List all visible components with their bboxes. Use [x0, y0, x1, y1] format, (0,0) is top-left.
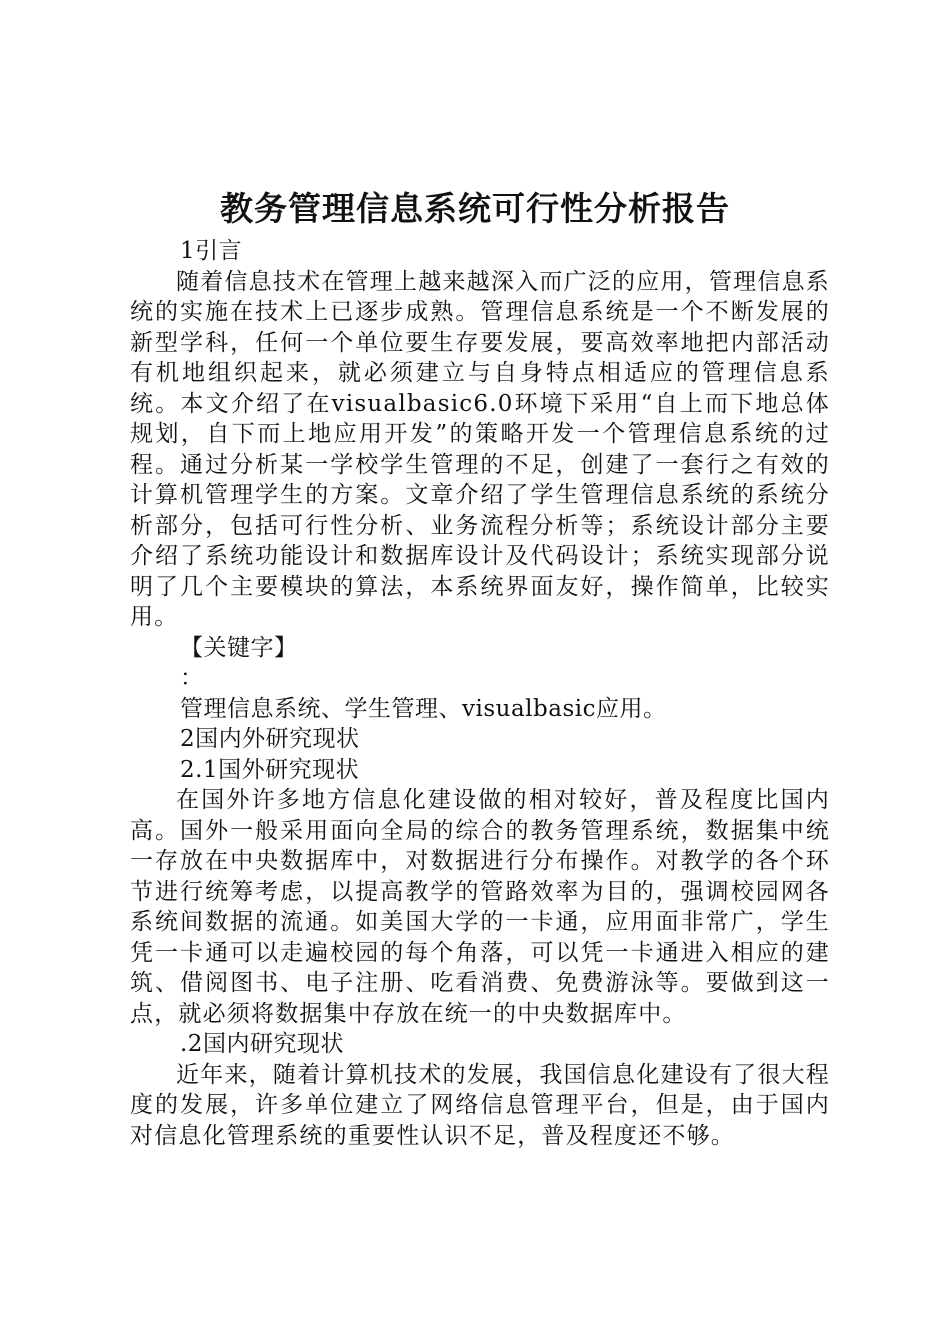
keywords-list: 管理信息系统、学生管理、visualbasic应用。	[180, 695, 667, 722]
foreign-status-paragraph: 在国外许多地方信息化建设做的相对较好，普及程度比国内高。国外一般采用面向全局的综合的教务管理系统，数据集中统一存放在中央数据库中，对数据进行分布操作。对教学的各个环节进行统筹考虑，以提高教学的管路效率为目的，强调校园网各系统间数据的流通。如美国大学的一卡通，应用面非常广，学生凭一卡通可以走遍校园的每个角落，可以凭一卡通进入相应的建筑、借阅图书、电子注册、吃看消费、免费游泳等。要做到这一点，就必须将数据集中存放在统一的中央数据库中。	[130, 787, 830, 1027]
section-heading-research-status: 2国内外研究现状	[180, 726, 360, 752]
domestic-status-paragraph: 近年来，随着计算机技术的发展，我国信息化建设有了很大程度的发展，许多单位建立了网络信息管理平台，但是，由于国内对信息化管理系统的重要性认识不足，普及程度还不够。	[130, 1061, 830, 1149]
subsection-heading-foreign: 2.1国外研究现状	[180, 756, 360, 783]
section-heading-intro: 1引言	[180, 238, 243, 264]
subsection-heading-domestic: .2国内研究现状	[180, 1031, 344, 1057]
intro-paragraph: 随着信息技术在管理上越来越深入而广泛的应用，管理信息系统的实施在技术上已逐步成熟。管理信息系统是一个不断发展的新型学科，任何一个单位要生存要发展，要高效率地把内部活动有机地组织起来，就必须建立与自身特点相适应的管理信息系统。本文介绍了在visualbasic6.0环境下采用“自上而下地总体规划，自下而上地应用开发”的策略开发一个管理信息系统的过程。通过分析某一学校学生管理的不足，创建了一套行之有效的计算机管理学生的方案。文章介绍了学生管理信息系统的系统分析部分，包括可行性分析、业务流程分析等；系统设计部分主要介绍了系统功能设计和数据库设计及代码设计；系统实现部分说明了几个主要模块的算法，本系统界面友好，操作简单，比较实用。	[130, 268, 830, 630]
document-body	[130, 236, 830, 1151]
keywords-label: 【关键字】	[180, 634, 298, 661]
keywords-colon: ：	[180, 665, 204, 691]
document-title: 教务管理信息系统可行性分析报告	[220, 189, 730, 228]
